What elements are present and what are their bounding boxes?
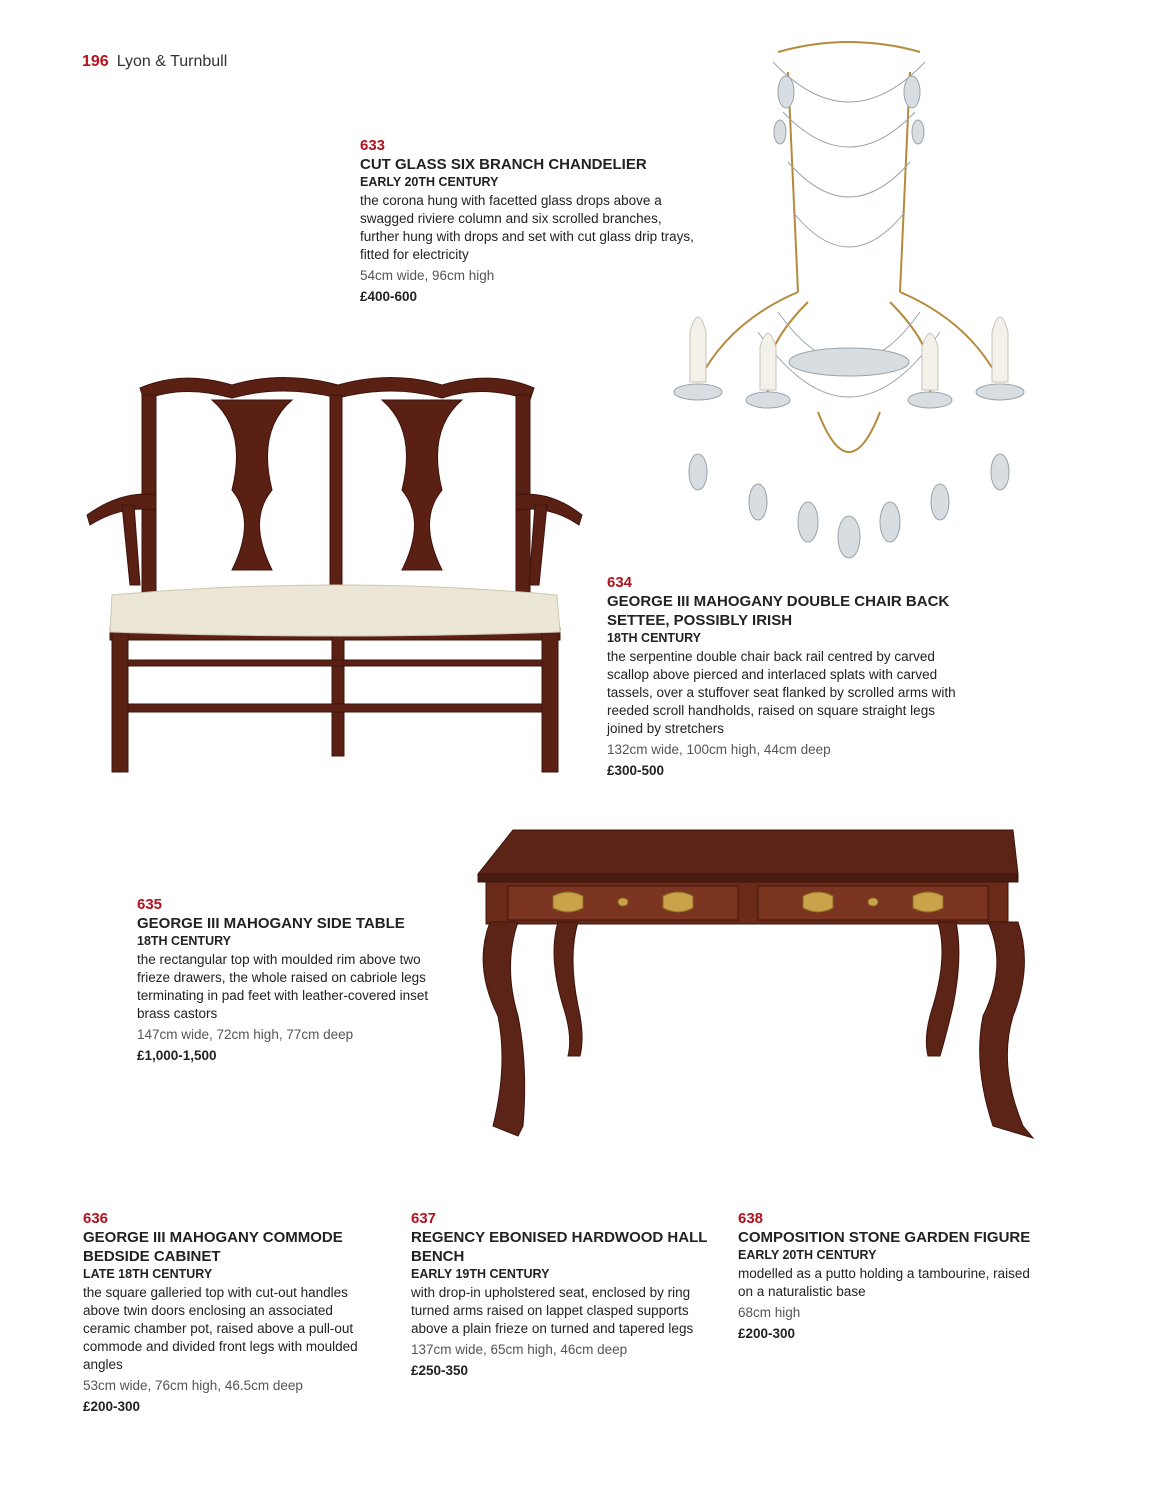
lot-number: 635 bbox=[137, 896, 163, 913]
lot-dimensions: 68cm high bbox=[738, 1305, 801, 1320]
lot-estimate: £1,000-1,500 bbox=[137, 1048, 217, 1063]
lot-period: LATE 18TH CENTURY bbox=[83, 1267, 213, 1281]
lot-dimensions: 137cm wide, 65cm high, 46cm deep bbox=[411, 1342, 628, 1357]
lot-dimensions: 132cm wide, 100cm high, 44cm deep bbox=[607, 742, 831, 757]
lot-title: GEORGE III MAHOGANY SIDE TABLE bbox=[137, 915, 405, 932]
lot-period: EARLY 20TH CENTURY bbox=[738, 1248, 877, 1262]
lot-estimate: £400-600 bbox=[360, 289, 418, 304]
lot-636 bbox=[83, 1209, 383, 1416]
lot-estimate: £300-500 bbox=[607, 763, 665, 778]
lot-title: CUT GLASS SIX BRANCH CHANDELIER bbox=[360, 156, 647, 173]
lot-number: 634 bbox=[607, 574, 633, 591]
lot-estimate: £200-300 bbox=[738, 1326, 796, 1341]
lot-number: 638 bbox=[738, 1210, 764, 1227]
lot-description: the rectangular top with moulded rim above two frieze drawers, the whole raised on cabriole legs terminating in pad feet with leather-covered inset brass castors bbox=[137, 952, 429, 1021]
settee-image bbox=[82, 370, 587, 780]
lot-dimensions: 53cm wide, 76cm high, 46.5cm deep bbox=[83, 1378, 303, 1393]
lot-period: EARLY 19TH CENTURY bbox=[411, 1267, 550, 1281]
lot-dimensions: 54cm wide, 96cm high bbox=[360, 268, 495, 283]
lot-633 bbox=[360, 136, 700, 306]
lot-period: 18TH CENTURY bbox=[137, 934, 231, 948]
lot-period: 18TH CENTURY bbox=[607, 631, 701, 645]
lot-dimensions: 147cm wide, 72cm high, 77cm deep bbox=[137, 1027, 354, 1042]
page-number: 196 bbox=[82, 53, 109, 70]
lot-estimate: £200-300 bbox=[83, 1399, 141, 1414]
lot-635 bbox=[137, 895, 437, 1065]
lot-title: GEORGE III MAHOGANY COMMODE BEDSIDE CABINET bbox=[83, 1229, 343, 1265]
lot-638 bbox=[738, 1209, 1048, 1343]
lot-description: modelled as a putto holding a tambourine, raised on a naturalistic base bbox=[738, 1266, 1030, 1299]
lot-period: EARLY 20TH CENTURY bbox=[360, 175, 499, 189]
lot-637 bbox=[411, 1209, 711, 1380]
lot-number: 637 bbox=[411, 1210, 437, 1227]
lot-estimate: £250-350 bbox=[411, 1363, 469, 1378]
lot-title: GEORGE III MAHOGANY DOUBLE CHAIR BACK SETTEE, POSSIBLY IRISH bbox=[607, 593, 950, 629]
lot-number: 636 bbox=[83, 1210, 109, 1227]
chandelier-image bbox=[668, 32, 1030, 560]
side-table-image bbox=[468, 826, 1043, 1151]
lot-title: COMPOSITION STONE GARDEN FIGURE bbox=[738, 1229, 1031, 1246]
publisher-name: Lyon & Turnbull bbox=[116, 53, 228, 70]
lot-title: REGENCY EBONISED HARDWOOD HALL BENCH bbox=[411, 1229, 708, 1265]
lot-description: the serpentine double chair back rail centred by carved scallop above pierced and interlaced splats with carved tassels, over a stuffover seat flanked by scrolled arms with reeded scroll handholds, raised on square straight legs joined by stretchers bbox=[607, 649, 956, 736]
lot-description: the square galleried top with cut-out handles above twin doors enclosing an associated ceramic chamber pot, raised above a pull-out commode and divided front legs with moulded angles bbox=[83, 1285, 358, 1372]
lot-description: with drop-in upholstered seat, enclosed by ring turned arms raised on lappet clasped supports above a plain frieze on turned and tapered legs bbox=[411, 1285, 694, 1336]
lot-number: 633 bbox=[360, 137, 386, 154]
lot-description: the corona hung with facetted glass drops above a swagged riviere column and six scrolled branches, further hung with drops and set with cut glass drip trays, fitted for electricity bbox=[360, 193, 694, 262]
page-header bbox=[82, 53, 227, 71]
lot-634 bbox=[607, 573, 967, 780]
